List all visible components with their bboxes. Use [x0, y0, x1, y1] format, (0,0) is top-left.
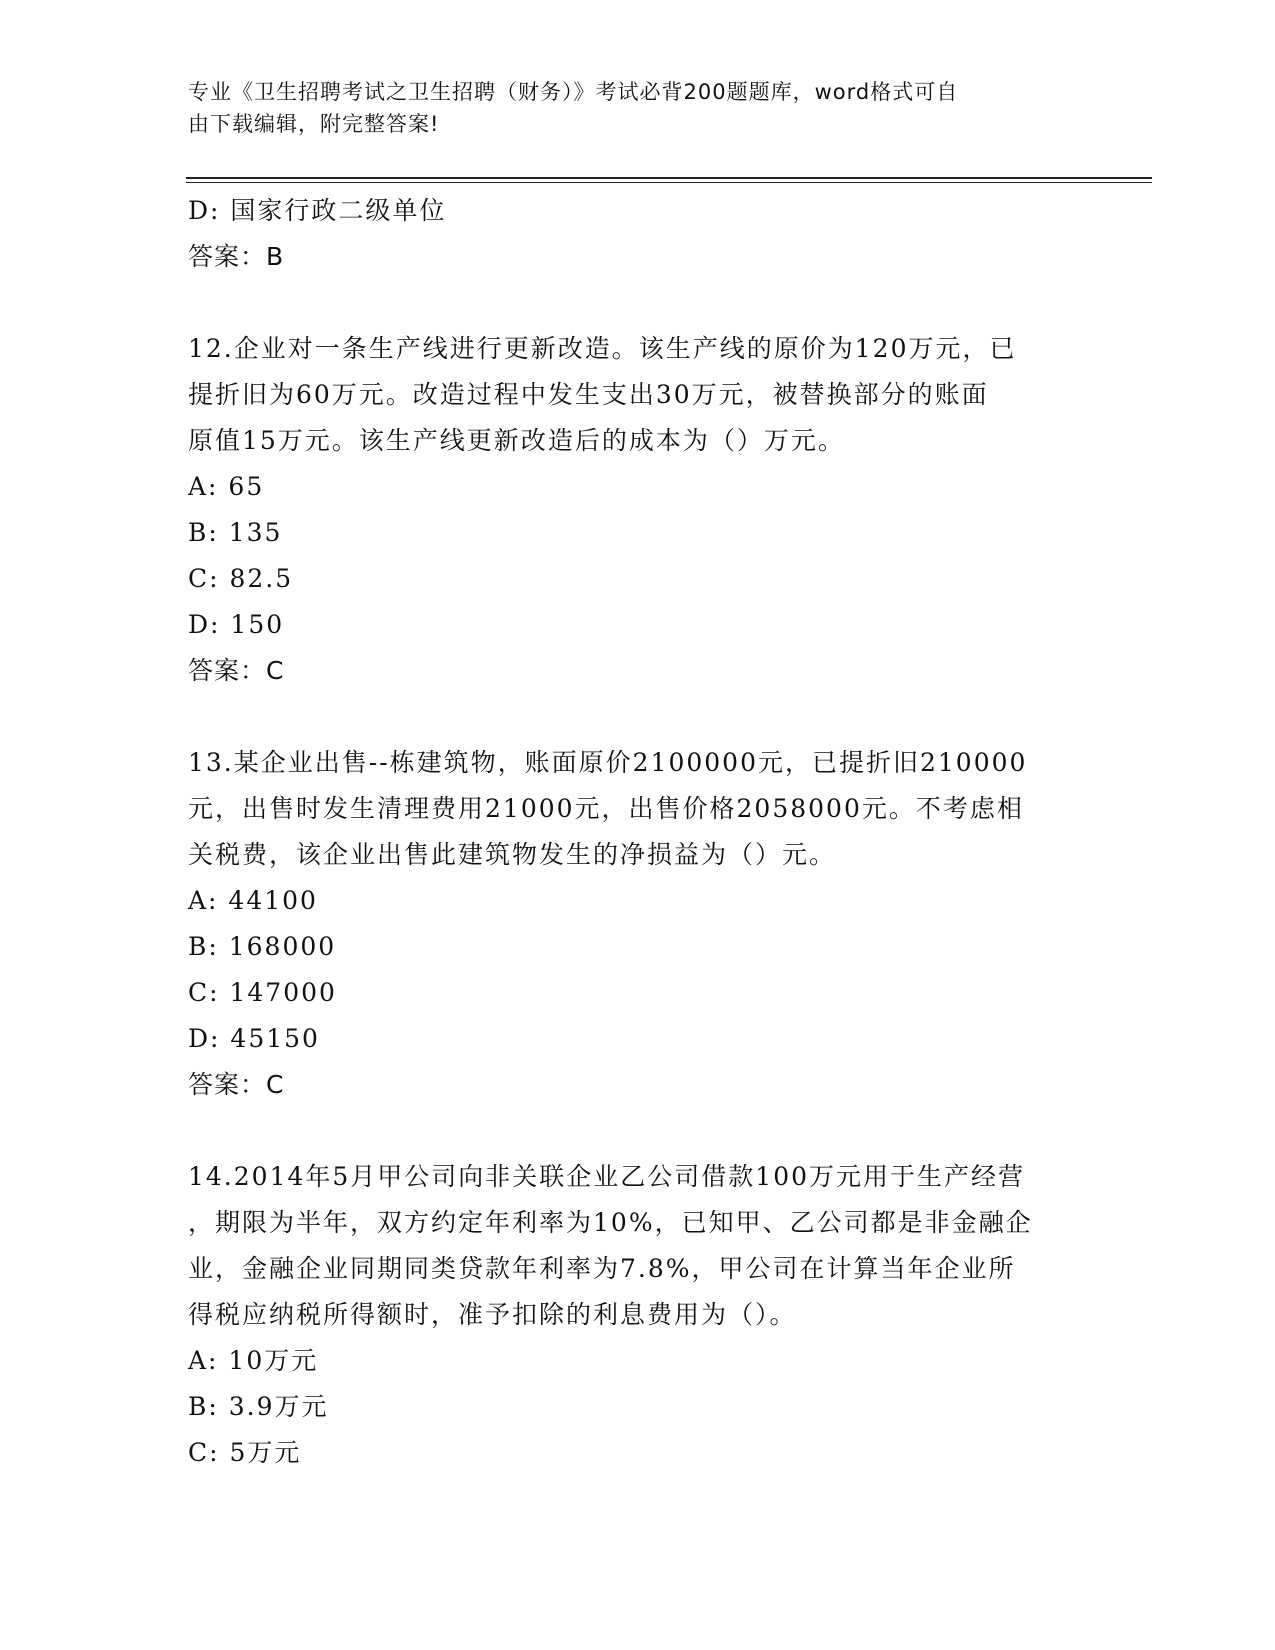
option-c: C: 147000	[188, 978, 337, 1007]
spacer	[188, 1108, 1088, 1154]
option-a: A: 10万元	[188, 1346, 319, 1375]
option-c: C: 5万元	[188, 1438, 302, 1467]
answer: 答案：C	[188, 1070, 285, 1099]
spacer	[188, 694, 1088, 740]
option-b: B: 135	[188, 518, 283, 547]
header-divider-thin	[186, 182, 1152, 183]
option-d: D: 150	[188, 610, 285, 639]
question-text-line: 原值15万元。该生产线更新改造后的成本为（）万元。	[188, 426, 845, 455]
question-text-line: 14.2014年5月甲公司向非关联企业乙公司借款100万元用于生产经营	[188, 1162, 1026, 1191]
question-11-tail	[188, 188, 1088, 280]
question-text-line: 13.某企业出售--栋建筑物，账面原价2100000元，已提折旧210000	[188, 748, 1028, 777]
answer: 答案：B	[188, 242, 285, 271]
option-b: B: 3.9万元	[188, 1392, 329, 1421]
option-a: A: 44100	[188, 886, 318, 915]
question-text-line: 提折旧为60万元。改造过程中发生支出30万元，被替换部分的账面	[188, 380, 989, 409]
header-line-1: 专业《卫生招聘考试之卫生招聘（财务）》考试必背200题题库，word格式可自	[188, 80, 959, 104]
question-text-line: 关税费，该企业出售此建筑物发生的净损益为（）元。	[188, 840, 837, 869]
option-d: D: 国家行政二级单位	[188, 196, 447, 225]
answer: 答案：C	[188, 656, 285, 685]
option-d: D: 45150	[188, 1024, 320, 1053]
question-12	[188, 326, 1088, 694]
document-body	[188, 188, 1088, 1476]
question-text-line: 12.企业对一条生产线进行更新改造。该生产线的原价为120万元，已	[188, 334, 1017, 363]
question-text-line: 业，金融企业同期同类贷款年利率为7.8%，甲公司在计算当年企业所	[188, 1254, 1016, 1283]
question-text-line: 得税应纳税所得额时，准予扣除的利息费用为（）。	[188, 1300, 797, 1329]
option-c: C: 82.5	[188, 564, 294, 593]
document-header	[188, 76, 1068, 140]
question-14	[188, 1154, 1088, 1476]
option-b: B: 168000	[188, 932, 337, 961]
option-a: A: 65	[188, 472, 265, 501]
question-text-line: ，期限为半年，双方约定年利率为10%，已知甲、乙公司都是非金融企	[188, 1208, 1033, 1237]
header-line-2: 由下载编辑，附完整答案!	[188, 112, 440, 136]
question-13	[188, 740, 1088, 1108]
spacer	[188, 280, 1088, 326]
question-text-line: 元，出售时发生清理费用21000元，出售价格2058000元。不考虑相	[188, 794, 1024, 823]
header-divider-thick	[186, 177, 1152, 179]
